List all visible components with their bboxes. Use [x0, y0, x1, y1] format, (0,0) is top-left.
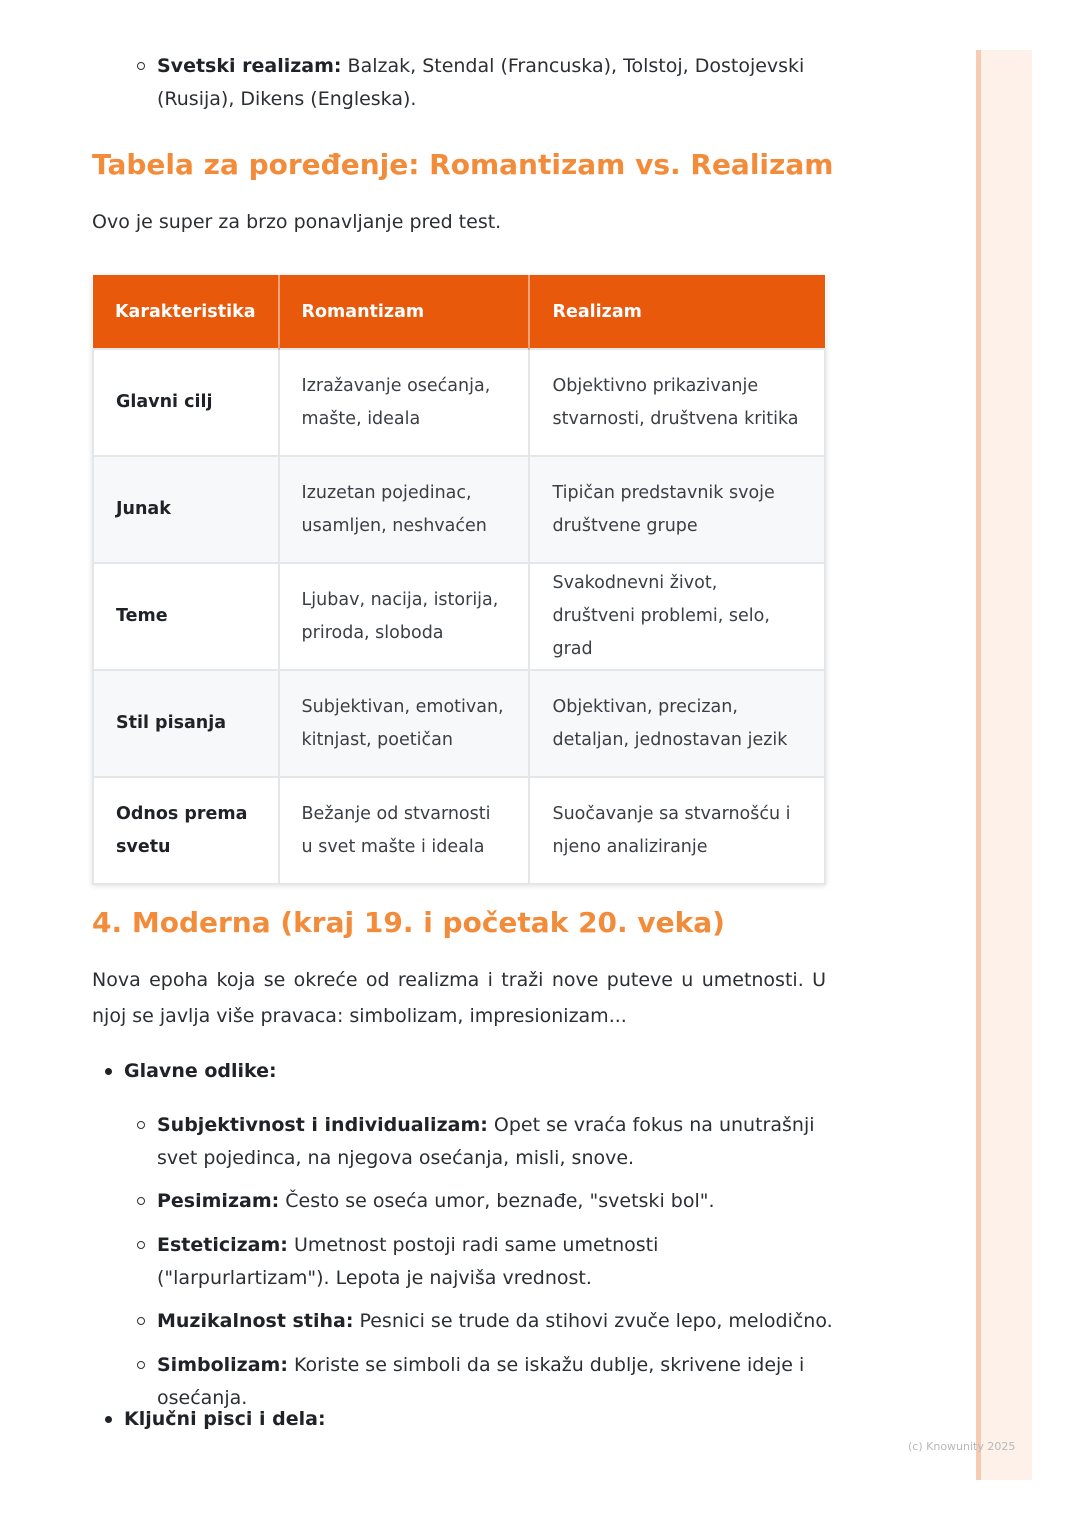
list-item-kljucni-pisci: Ključni pisci i dela:	[124, 1403, 326, 1436]
table-cell: Suočavanje sa stvarnošću i njeno analiziranje	[529, 777, 825, 884]
feature-text: Opet se vraća fokus na unutrašnji svet pojedinca, na njegova osećanja, misli, snove.	[157, 1114, 815, 1169]
feature-label: Pesimizam:	[157, 1190, 280, 1212]
table-row	[93, 349, 825, 456]
section-heading-comparison: Tabela za poređenje: Romantizam vs. Realizam	[92, 148, 834, 181]
side-margin-panel	[976, 50, 1032, 1480]
feature-label: Muzikalnost stiha:	[157, 1310, 354, 1332]
table-header-cell: Romantizam	[279, 275, 530, 349]
table-row	[93, 456, 825, 563]
feature-text: Pesnici se trude da stihovi zvuče lepo, melodično.	[353, 1310, 833, 1332]
table-cell-key: Glavni cilj	[93, 349, 279, 456]
list-item-label: Svetski realizam:	[157, 55, 342, 77]
section-heading-moderna: 4. Moderna (kraj 19. i početak 20. veka)	[92, 906, 725, 939]
list-item-text: Balzak, Stendal (Francuska), Tolstoj, Dostojevski (Rusija), Dikens (Engleska).	[157, 55, 805, 110]
list-item-feature	[157, 1109, 837, 1175]
list-item-glavne-odlike: Glavne odlike:	[124, 1055, 277, 1088]
list-item-svetski-realizam	[157, 50, 817, 116]
moderna-intro: Nova epoha koja se okreće od realizma i traži nove puteve u umetnosti. U njoj se javlja više pravaca: simbolizam, impresionizam...	[92, 969, 826, 1027]
table-cell: Tipičan predstavnik svoje društvene grupe	[529, 456, 825, 563]
table-cell: Izražavanje osećanja, mašte, ideala	[279, 349, 530, 456]
feature-text: Koriste se simboli da se iskažu dublje, skrivene ideje i osećanja.	[157, 1354, 805, 1409]
table-header-cell: Karakteristika	[93, 275, 279, 349]
feature-text: Umetnost postoji radi same umetnosti ("larpurlartizam"). Lepota je najviša vrednost.	[157, 1234, 659, 1289]
copyright-notice: (c) Knowunity 2025	[908, 1440, 1016, 1453]
table-header-row	[93, 275, 825, 349]
list-item-feature	[157, 1305, 837, 1338]
feature-text: Često se oseća umor, beznađe, "svetski bol".	[279, 1190, 715, 1212]
side-margin-accent-line	[976, 50, 981, 1480]
list-item-feature	[157, 1185, 837, 1218]
comparison-table	[92, 275, 826, 885]
table-cell-key: Odnos prema svetu	[93, 777, 279, 884]
feature-label: Esteticizam:	[157, 1234, 288, 1256]
table-cell: Bežanje od stvarnosti u svet mašte i ideala	[279, 777, 530, 884]
table-header-cell: Realizam	[529, 275, 825, 349]
table-cell-key: Teme	[93, 563, 279, 670]
table-cell-key: Stil pisanja	[93, 670, 279, 777]
table-row	[93, 777, 825, 884]
table-cell: Subjektivan, emotivan, kitnjast, poetičan	[279, 670, 530, 777]
list-item-feature	[157, 1229, 837, 1295]
table-cell: Izuzetan pojedinac, usamljen, neshvaćen	[279, 456, 530, 563]
feature-label: Subjektivnost i individualizam:	[157, 1114, 488, 1136]
section-intro: Ovo je super za brzo ponavljanje pred test.	[92, 211, 502, 233]
table-cell: Objektivan, precizan, detaljan, jednostavan jezik	[529, 670, 825, 777]
table-cell: Ljubav, nacija, istorija, priroda, sloboda	[279, 563, 530, 670]
table-row	[93, 563, 825, 670]
table-cell-key: Junak	[93, 456, 279, 563]
table-cell: Svakodnevni život, društveni problemi, selo, grad	[529, 563, 825, 670]
table-cell: Objektivno prikazivanje stvarnosti, društvena kritika	[529, 349, 825, 456]
table-row	[93, 670, 825, 777]
feature-label: Simbolizam:	[157, 1354, 288, 1376]
